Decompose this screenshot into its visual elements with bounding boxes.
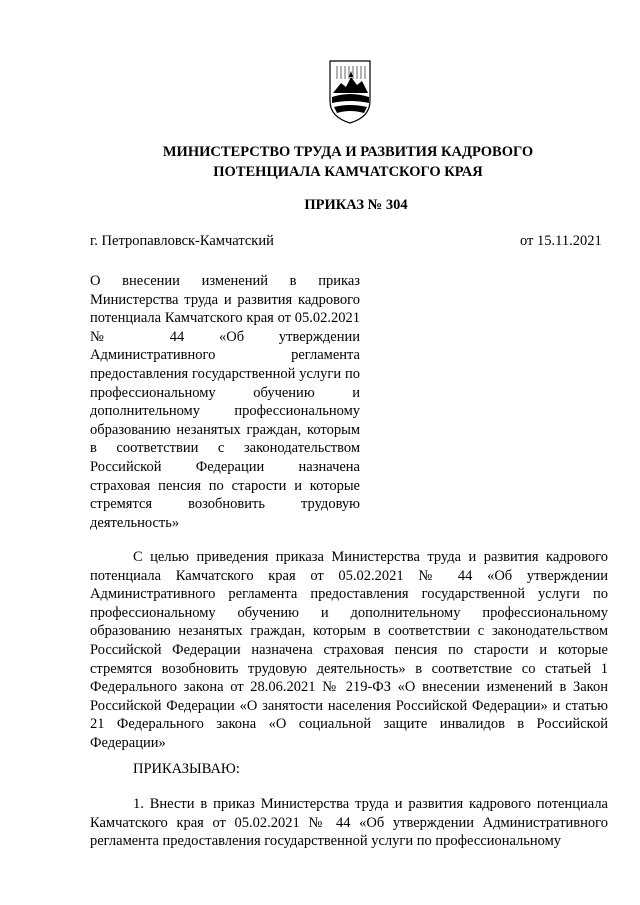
command-word: ПРИКАЗЫВАЮ: xyxy=(133,761,240,777)
order-date: от 15.11.2021 xyxy=(520,233,602,249)
place-of-issue: г. Петропавловск-Камчатский xyxy=(90,233,274,249)
item-1-paragraph: 1. Внести в приказ Министерства труда и развития кадрового потенциала Камчатского края от 05.02.2021 № 44 «Об утверждении Административного регламента предоставления государственной услуги по профессиональному xyxy=(90,796,608,850)
ministry-line-2: ПОТЕНЦИАЛА КАМЧАТСКОГО КРАЯ xyxy=(213,164,483,180)
ministry-name xyxy=(28,142,640,182)
order-title: ПРИКАЗ № 304 xyxy=(304,197,408,213)
preamble-paragraph: С целью приведения приказа Министерства труда и развития кадрового потенциала Камчатского края от 05.02.2021 № 44 «Об утверждении Административного регламента предоставления государственной услуги по профессиональному обучению и дополнительному профессиональному образованию незанятых граждан, которым в соответствии с законодательством Российской Федерации назначена страховая пенсия по старости и которые стремятся возобновить трудовую деятельность» в соответствие со статьей 1 Федерального закона от 28.06.2021 № 219-ФЗ «О внесении изменений в Закон Российской Федерации «О занятости населения Российской Федерации» и статью 21 Федерального закона «О социальной защите инвалидов в Российской Федерации» xyxy=(90,549,608,751)
ministry-line-1: МИНИСТЕРСТВО ТРУДА И РАЗВИТИЯ КАДРОВОГО xyxy=(162,144,534,160)
kamchatka-coat-of-arms-icon xyxy=(327,57,373,125)
order-subject: О внесении изменений в приказ Министерства труда и развития кадрового потенциала Камчатского края от 05.02.2021 № 44 «Об утверждении Административного регламента предоставления государственной услуги по профессиональному обучению и дополнительному профессиональному образованию незанятых граждан, которым в соответствии с законодательством Российской Федерации назначена страховая пенсия по старости и которые стремятся возобновить трудовую деятельность» xyxy=(90,273,360,531)
